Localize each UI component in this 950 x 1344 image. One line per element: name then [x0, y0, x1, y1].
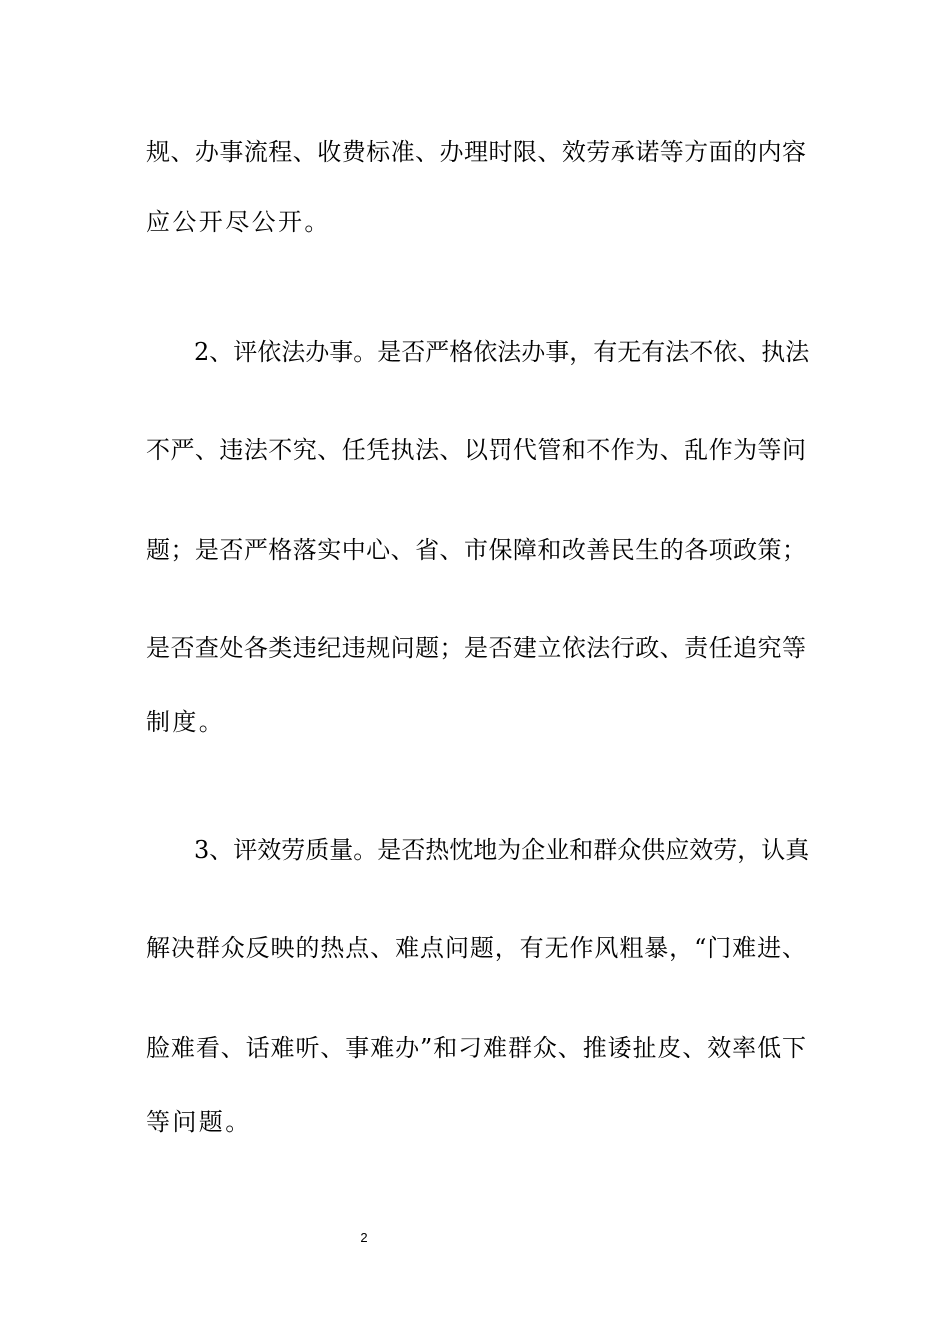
paragraph-line: 不严、违法不究、任凭执法、以罚代管和不作为、乱作为等问 — [146, 436, 806, 464]
paragraph-line: 解决群众反映的热点、难点问题，有无作风粗暴，“门难进、 — [146, 934, 806, 962]
paragraph-line: 应公开尽公开。 — [146, 208, 331, 236]
paragraph-line: 脸难看、话难听、事难办”和刁难群众、推诿扯皮、效率低下 — [146, 1034, 806, 1062]
paragraph-line: 制度。 — [146, 708, 226, 736]
page-number: 2 — [360, 1230, 368, 1245]
paragraph-line: 等问题。 — [146, 1108, 252, 1136]
paragraph-line: 2、评依法办事。是否严格依法办事，有无有法不依、执法 — [194, 338, 810, 366]
paragraph-line: 是否查处各类违纪违规问题；是否建立依法行政、责任追究等 — [146, 634, 806, 662]
paragraph-line: 3、评效劳质量。是否热忱地为企业和群众供应效劳，认真 — [194, 836, 810, 864]
paragraph-line: 规、办事流程、收费标准、办理时限、效劳承诺等方面的内容 — [146, 138, 806, 166]
paragraph-line: 题；是否严格落实中心、省、市保障和改善民生的各项政策； — [146, 536, 806, 564]
